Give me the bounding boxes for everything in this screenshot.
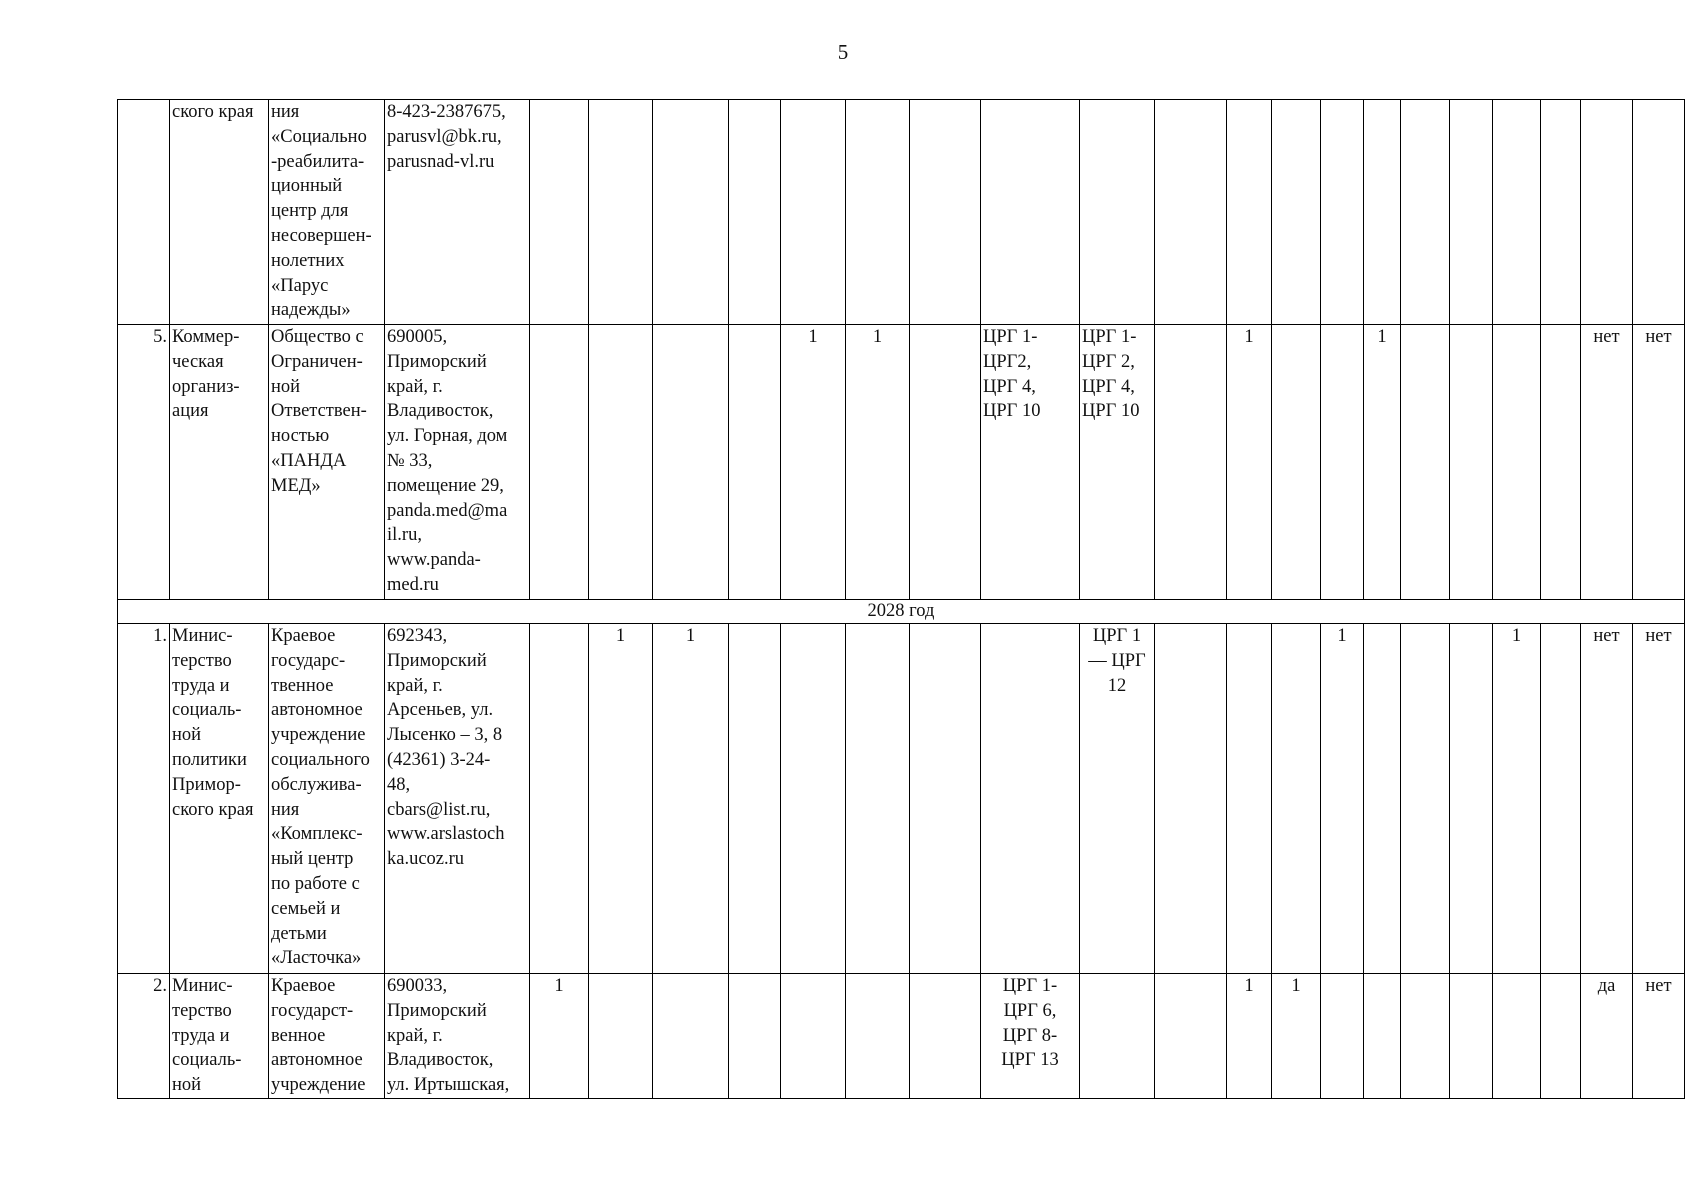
data-cell bbox=[653, 974, 729, 1099]
data-cell bbox=[589, 974, 653, 1099]
data-cell: ЦРГ 1- ЦРГ 2, ЦРГ 4, ЦРГ 10 bbox=[1080, 325, 1155, 600]
contacts-cell: 690005, Приморский край, г. Владивосток, ул. Горная, дом № 33, помещение 29, panda.med@ma il.ru, www.panda- med.ru bbox=[385, 325, 530, 600]
table-row bbox=[118, 624, 1685, 974]
data-cell bbox=[1450, 974, 1493, 1099]
data-cell bbox=[530, 624, 589, 974]
data-cell bbox=[1450, 100, 1493, 325]
data-cell bbox=[1155, 325, 1227, 600]
data-cell bbox=[1272, 325, 1321, 600]
data-cell bbox=[1227, 624, 1272, 974]
data-cell bbox=[846, 974, 910, 1099]
data-cell: 1 bbox=[1227, 325, 1272, 600]
org-type-cell: Коммер- ческая организ- ация bbox=[170, 325, 269, 600]
data-cell bbox=[1493, 325, 1541, 600]
data-cell: 1 bbox=[1493, 624, 1541, 974]
data-cell bbox=[910, 624, 981, 974]
data-cell bbox=[1541, 624, 1581, 974]
row-number: 1. bbox=[118, 624, 170, 974]
data-cell bbox=[910, 325, 981, 600]
data-cell: нет bbox=[1633, 624, 1685, 974]
data-cell bbox=[1633, 100, 1685, 325]
data-cell: 1 bbox=[781, 325, 846, 600]
contacts-cell: 690033, Приморский край, г. Владивосток, ул. Иртышская, bbox=[385, 974, 530, 1099]
data-cell bbox=[781, 624, 846, 974]
services-table bbox=[117, 99, 1685, 1099]
data-cell bbox=[846, 100, 910, 325]
data-cell bbox=[1080, 100, 1155, 325]
data-cell bbox=[653, 100, 729, 325]
data-cell bbox=[1450, 624, 1493, 974]
data-cell bbox=[1581, 100, 1633, 325]
data-cell bbox=[781, 100, 846, 325]
row-number: 5. bbox=[118, 325, 170, 600]
data-cell bbox=[1493, 974, 1541, 1099]
data-cell bbox=[589, 100, 653, 325]
data-cell bbox=[1364, 100, 1401, 325]
data-cell: нет bbox=[1633, 325, 1685, 600]
row-number bbox=[118, 100, 170, 325]
data-cell: нет bbox=[1633, 974, 1685, 1099]
data-cell bbox=[1272, 100, 1321, 325]
data-cell bbox=[729, 624, 781, 974]
org-name-cell: Краевое государс- твенное автономное учреждение социального обслужива- ния «Комплекс- ный центр по работе с семьей и детьми «Ласточка» bbox=[269, 624, 385, 974]
data-cell bbox=[1155, 624, 1227, 974]
data-cell bbox=[1321, 100, 1364, 325]
table-row bbox=[118, 325, 1685, 600]
data-cell bbox=[1541, 100, 1581, 325]
row-number: 2. bbox=[118, 974, 170, 1099]
data-cell: 1 bbox=[1272, 974, 1321, 1099]
data-cell bbox=[1401, 624, 1450, 974]
year-divider-row bbox=[118, 600, 1685, 624]
data-cell bbox=[1321, 974, 1364, 1099]
data-cell: 1 bbox=[589, 624, 653, 974]
data-cell bbox=[1541, 325, 1581, 600]
data-cell bbox=[846, 624, 910, 974]
data-cell bbox=[981, 624, 1080, 974]
data-cell: 1 bbox=[846, 325, 910, 600]
org-name-cell: ния «Социально -реабилита- ционный центр для несовершен- нолетних «Парус надежды» bbox=[269, 100, 385, 325]
data-cell: ЦРГ 1- ЦРГ2, ЦРГ 4, ЦРГ 10 bbox=[981, 325, 1080, 600]
data-cell bbox=[981, 100, 1080, 325]
data-cell bbox=[1401, 100, 1450, 325]
data-cell bbox=[1364, 974, 1401, 1099]
data-cell bbox=[729, 325, 781, 600]
contacts-cell: 8-423-2387675, parusvl@bk.ru, parusnad-vl.ru bbox=[385, 100, 530, 325]
page-number: 5 bbox=[837, 40, 849, 64]
data-cell: 1 bbox=[653, 624, 729, 974]
table-row bbox=[118, 974, 1685, 1099]
org-type-cell: ского края bbox=[170, 100, 269, 325]
data-cell bbox=[1493, 100, 1541, 325]
data-cell: 1 bbox=[1227, 974, 1272, 1099]
data-cell bbox=[653, 325, 729, 600]
data-cell bbox=[729, 974, 781, 1099]
data-cell bbox=[1450, 325, 1493, 600]
data-cell bbox=[1155, 100, 1227, 325]
data-cell bbox=[1272, 624, 1321, 974]
data-cell bbox=[1080, 974, 1155, 1099]
data-cell bbox=[530, 325, 589, 600]
data-cell: 1 bbox=[530, 974, 589, 1099]
data-cell bbox=[1227, 100, 1272, 325]
table-row bbox=[118, 100, 1685, 325]
data-cell: нет bbox=[1581, 325, 1633, 600]
data-cell: ЦРГ 1 — ЦРГ 12 bbox=[1080, 624, 1155, 974]
data-cell bbox=[910, 974, 981, 1099]
org-type-cell: Минис- терство труда и социаль- ной политики Примор- ского края bbox=[170, 624, 269, 974]
data-cell: да bbox=[1581, 974, 1633, 1099]
org-type-cell: Минис- терство труда и социаль- ной bbox=[170, 974, 269, 1099]
org-name-cell: Общество с Ограничен- ной Ответствен- ностью «ПАНДА МЕД» bbox=[269, 325, 385, 600]
data-cell bbox=[1364, 624, 1401, 974]
data-cell bbox=[1401, 974, 1450, 1099]
data-cell bbox=[910, 100, 981, 325]
data-cell: ЦРГ 1- ЦРГ 6, ЦРГ 8- ЦРГ 13 bbox=[981, 974, 1080, 1099]
data-cell bbox=[589, 325, 653, 600]
data-cell bbox=[1321, 325, 1364, 600]
data-cell bbox=[1155, 974, 1227, 1099]
data-cell: 1 bbox=[1321, 624, 1364, 974]
org-name-cell: Краевое государст- венное автономное учреждение bbox=[269, 974, 385, 1099]
contacts-cell: 692343, Приморский край, г. Арсеньев, ул. Лысенко – 3, 8 (42361) 3-24- 48, cbars@list.ru, www.arslastoch ka.ucoz.ru bbox=[385, 624, 530, 974]
data-cell bbox=[729, 100, 781, 325]
data-cell bbox=[530, 100, 589, 325]
data-cell bbox=[1401, 325, 1450, 600]
data-cell: нет bbox=[1581, 624, 1633, 974]
data-cell bbox=[1541, 974, 1581, 1099]
data-cell bbox=[781, 974, 846, 1099]
data-cell: 1 bbox=[1364, 325, 1401, 600]
year-divider: 2028 год bbox=[118, 600, 1685, 624]
